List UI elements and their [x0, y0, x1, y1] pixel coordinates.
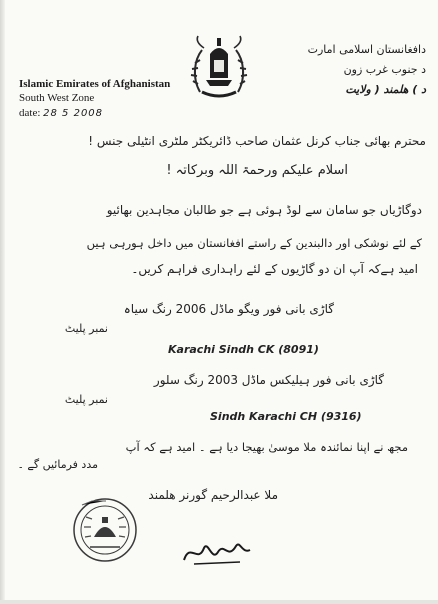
- body-line: امید ہےکہ آپ ان دو گاڑیوں کے لئے راہداری فراہم کریں۔: [131, 262, 418, 276]
- header-left: [19, 78, 170, 122]
- body-line: کے لئے نوشکی اور دالبندین کے راستے افغانستان میں داخل ہورہی ہیں: [86, 236, 422, 250]
- emirate-title: Islamic Emirates of Afghanistan: [19, 78, 171, 90]
- date-line: [19, 105, 170, 122]
- vehicle-2-line: گاڑی بانی فور ہیلیکس ماڈل 2003 رنگ سلور: [153, 373, 384, 387]
- vehicle-1-line: گاڑی بانی فور ویگو ماڈل 2006 رنگ سیاہ: [123, 302, 334, 316]
- vehicle-2-plate: Sindh Karachi CH (9316): [210, 410, 362, 423]
- closing-line: مجھ نے اپنا نمائندہ ملا موسیٰ بھیجا دیا ہے ۔ امید ہے کہ آپ: [125, 440, 408, 454]
- body-line: دوگاڑیاں جو سامان سے لوڈ ہوئی ہے جو طالبان مجاہدین بھائیو: [106, 203, 422, 217]
- greeting-line: اسلام علیکم ورحمۃ اللہ وبرکاتہ !: [166, 163, 348, 178]
- vehicle-1-plate-label: نمبر پلیٹ: [64, 322, 108, 335]
- province-label-pashto: د ) هلمند ( ولایت: [345, 83, 426, 96]
- vehicle-2-plate-label: نمبر پلیٹ: [64, 393, 108, 406]
- paper-edge: [0, 0, 5, 604]
- signatory-name: ملا عبدالرحیم گورنر ھلمند: [148, 488, 278, 502]
- emirate-title-pashto: دافغانستان اسلامی امارت: [307, 43, 426, 56]
- vehicle-1-plate: Karachi Sindh CK (8091): [168, 343, 319, 356]
- emirate-emblem-icon: [188, 34, 250, 107]
- governor-seal-stamp: [72, 497, 138, 568]
- zone-label: South West Zone: [19, 92, 95, 104]
- salutation-line: محترم بھائی جناب کرنل عثمان صاحب ڈائریکٹر ملٹری انٹیلی جنس !: [88, 134, 426, 148]
- closing-line-2: مدد فرمائیں گے ۔: [17, 458, 98, 471]
- handwritten-signature: [180, 534, 256, 575]
- date-value: 28 5 2008: [43, 108, 104, 119]
- zone-label-pashto: د جنوب غرب زون: [343, 63, 426, 76]
- header-right: [266, 40, 426, 100]
- date-label: date:: [19, 107, 41, 119]
- paper-bottom-edge: [0, 600, 438, 604]
